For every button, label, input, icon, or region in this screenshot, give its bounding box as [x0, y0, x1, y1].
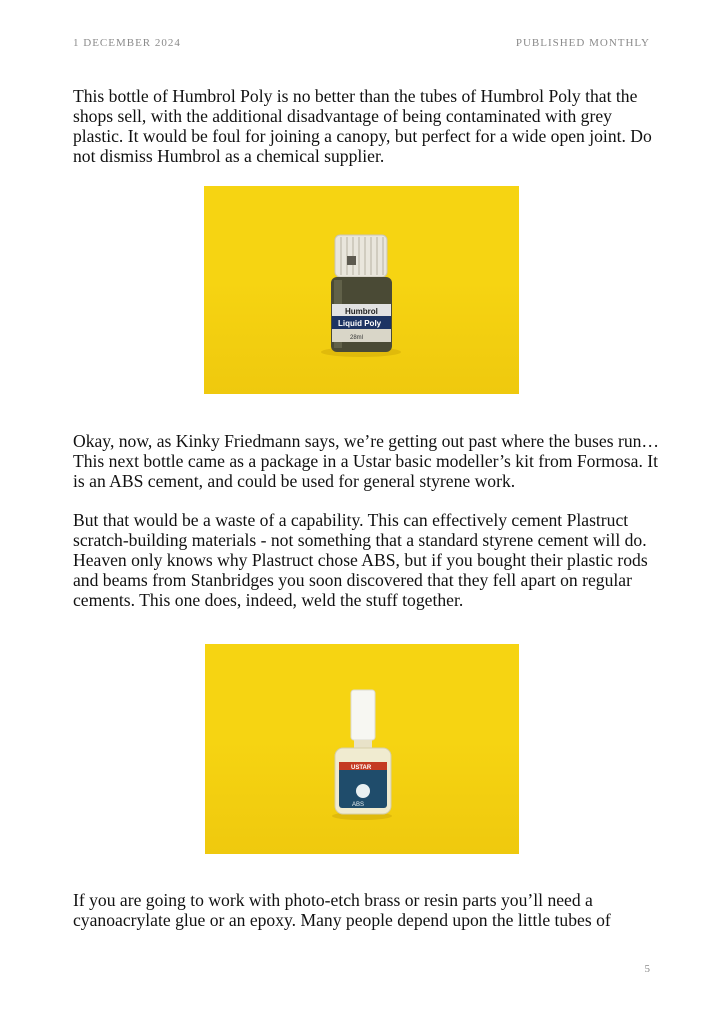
photo2-brand: USTAR: [351, 765, 372, 771]
ustar-bottle-illustration: [205, 644, 519, 854]
header-date: 1 DECEMBER 2024: [73, 37, 181, 49]
photo-ustar-bottle: [205, 644, 519, 854]
humbrol-bottle-illustration: [204, 186, 519, 394]
paragraph-ustar-intro: Okay, now, as Kinky Friedmann says, we’re getting out past where the buses run…This next bottle came as a package in a Ustar basic modeller’s kit from Formosa. It is an ABS cement, and could be used for general styrene work.: [73, 431, 660, 491]
photo-humbrol-bottle: [204, 186, 519, 394]
paragraph-abs-cement: But that would be a waste of a capability. This can effectively cement Plastruct scratch-building materials - not something that a standard styrene cement will do. Heaven only knows why Plastruct chose ABS, but if you bought their plastic rods and beams from Stanbridges you soon discovered that they fell apart on regular cements. This one does, indeed, weld the stuff together.: [73, 510, 648, 610]
paragraph-humbrol: This bottle of Humbrol Poly is no better than the tubes of Humbrol Poly that the shops sell, with the additional disadvantage of being contaminated with grey plastic. It would be foul for joining a canopy, but perfect for a wide open joint. Do not dismiss Humbrol as a chemical supplier.: [73, 86, 652, 166]
photo1-brand: Humbrol: [345, 307, 378, 316]
photo1-product: Liquid Poly: [338, 319, 382, 328]
paragraph-cyanoacrylate: If you are going to work with photo-etch brass or resin parts you’ll need a cyanoacrylate glue or an epoxy. Many people depend upon the little tubes of: [73, 890, 611, 930]
photo2-label-text: ABS: [352, 802, 365, 808]
page-number: 5: [644, 963, 650, 975]
header-frequency: PUBLISHED MONTHLY: [515, 37, 650, 49]
photo1-volume: 28ml: [350, 335, 364, 341]
